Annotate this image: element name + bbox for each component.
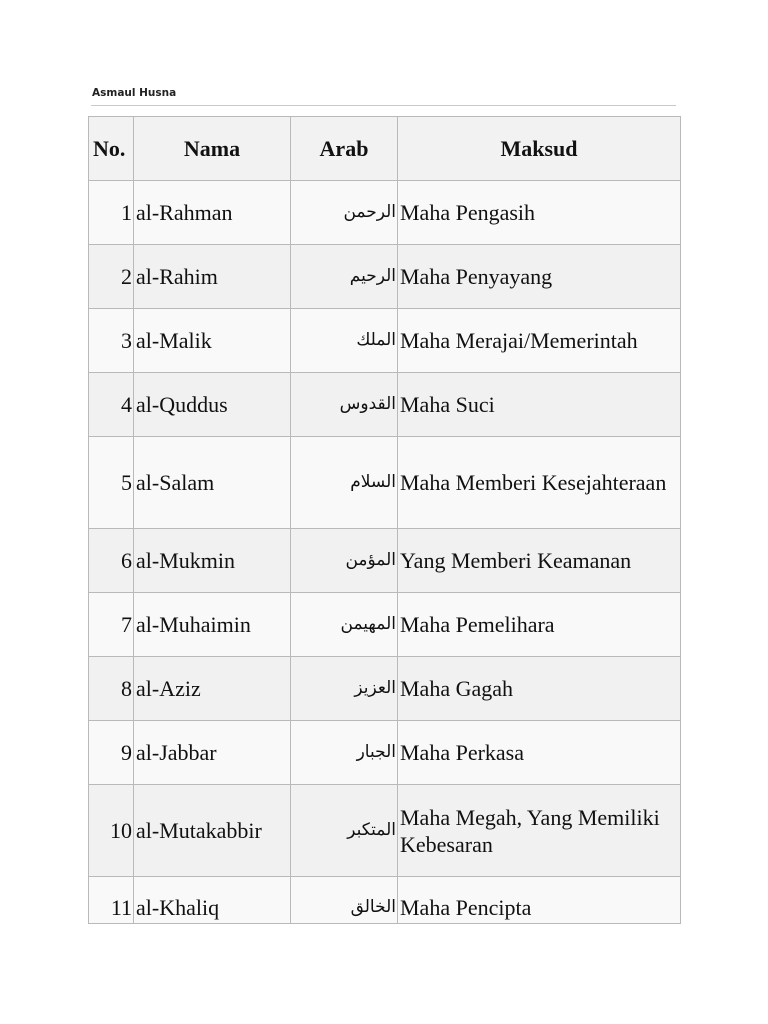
table-header-row: [89, 117, 681, 181]
header-nama: Nama: [134, 117, 291, 181]
cell-no: 5: [89, 437, 134, 529]
header-arab: Arab: [291, 117, 398, 181]
cell-arab: المتكبر: [291, 785, 398, 877]
cell-nama: al-Aziz: [134, 657, 291, 721]
document-title: Asmaul Husna: [92, 87, 177, 99]
cell-maksud: Maha Perkasa: [398, 721, 681, 785]
cell-arab: العزيز: [291, 657, 398, 721]
table-row: [89, 721, 681, 785]
cell-arab: الرحيم: [291, 245, 398, 309]
cell-arab: السلام: [291, 437, 398, 529]
cell-no: 8: [89, 657, 134, 721]
cell-nama: al-Khaliq: [134, 877, 291, 924]
cell-no: 6: [89, 529, 134, 593]
cell-maksud: Maha Memberi Kesejahteraan: [398, 437, 681, 529]
cell-arab: المؤمن: [291, 529, 398, 593]
table-row: [89, 437, 681, 529]
cell-maksud: Yang Memberi Keamanan: [398, 529, 681, 593]
cell-no: 9: [89, 721, 134, 785]
table-row: [89, 785, 681, 877]
cell-maksud: Maha Pencipta: [398, 877, 681, 924]
cell-maksud: Maha Gagah: [398, 657, 681, 721]
table-row: [89, 657, 681, 721]
cell-arab: الرحمن: [291, 181, 398, 245]
cell-no: 4: [89, 373, 134, 437]
cell-maksud: Maha Pemelihara: [398, 593, 681, 657]
cell-arab: القدوس: [291, 373, 398, 437]
cell-maksud: Maha Pengasih: [398, 181, 681, 245]
cell-no: 3: [89, 309, 134, 373]
cell-no: 2: [89, 245, 134, 309]
header-no: No.: [89, 117, 134, 181]
header-maksud: Maksud: [398, 117, 681, 181]
cell-nama: al-Quddus: [134, 373, 291, 437]
cell-nama: al-Jabbar: [134, 721, 291, 785]
cell-arab: الملك: [291, 309, 398, 373]
cell-nama: al-Salam: [134, 437, 291, 529]
cell-arab: المهيمن: [291, 593, 398, 657]
table-row: [89, 373, 681, 437]
cell-nama: al-Mutakabbir: [134, 785, 291, 877]
cell-no: 7: [89, 593, 134, 657]
cell-nama: al-Mukmin: [134, 529, 291, 593]
table-row: [89, 593, 681, 657]
table-row: [89, 309, 681, 373]
cell-no: 11: [89, 877, 134, 924]
table-row: [89, 877, 681, 924]
title-divider: [91, 105, 676, 106]
cell-maksud: Maha Megah, Yang Memiliki Kebesaran: [398, 785, 681, 877]
asmaul-husna-table: [88, 116, 681, 924]
cell-no: 1: [89, 181, 134, 245]
cell-arab: الخالق: [291, 877, 398, 924]
cell-arab: الجبار: [291, 721, 398, 785]
cell-maksud: Maha Penyayang: [398, 245, 681, 309]
cell-no: 10: [89, 785, 134, 877]
cell-nama: al-Rahim: [134, 245, 291, 309]
cell-maksud: Maha Merajai/Memerintah: [398, 309, 681, 373]
table-row: [89, 181, 681, 245]
cell-nama: al-Muhaimin: [134, 593, 291, 657]
cell-nama: al-Rahman: [134, 181, 291, 245]
cell-nama: al-Malik: [134, 309, 291, 373]
table-row: [89, 245, 681, 309]
table-row: [89, 529, 681, 593]
cell-maksud: Maha Suci: [398, 373, 681, 437]
